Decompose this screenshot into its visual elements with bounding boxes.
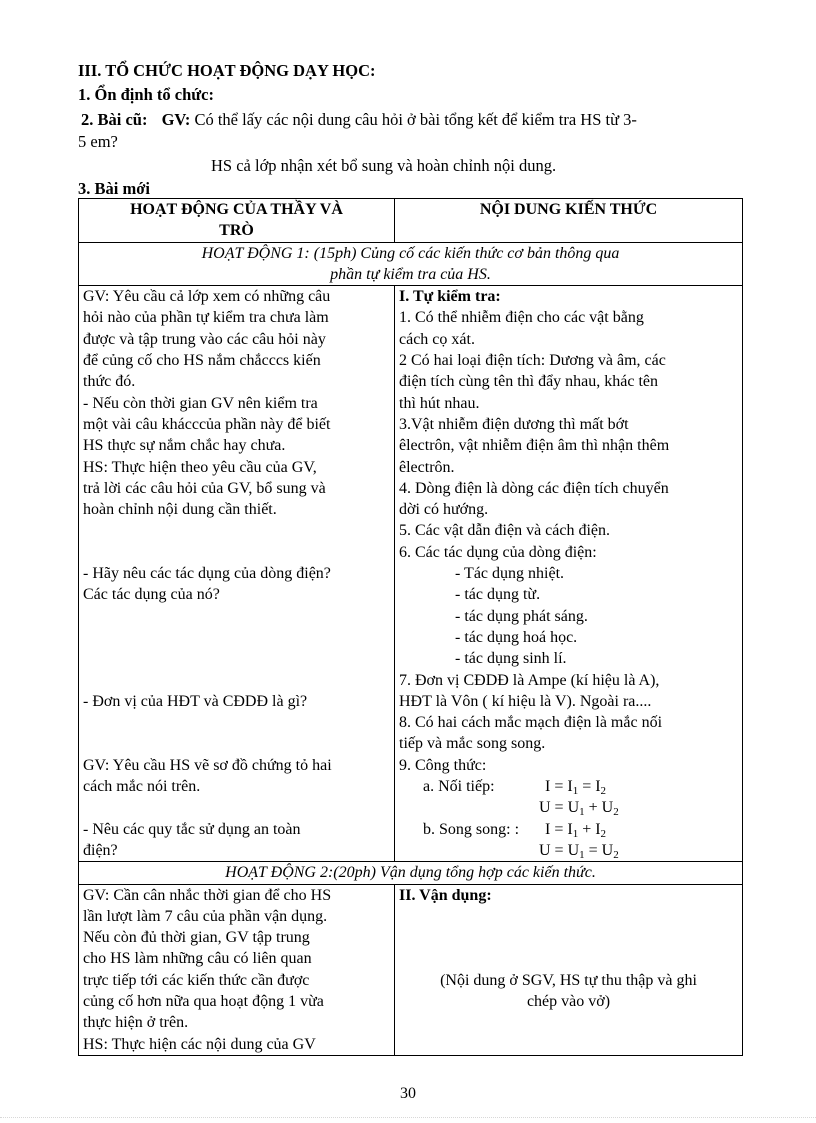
header-teacher-student-activity: HOẠT ĐỘNG CỦA THẦY VÀ TRÒ xyxy=(79,199,395,243)
activity-1-row xyxy=(79,242,743,286)
activity-2-title: HOẠT ĐỘNG 2:(20ph) Vận dụng tổng hợp các kiến thức. xyxy=(79,862,743,884)
formula-series-voltage: $U = U_1 + U_2$ xyxy=(539,799,619,819)
step-2-hs-line: HS cả lớp nhận xét bổ sung và hoàn chỉnh nội dung. xyxy=(211,156,557,175)
step-1-heading: 1. Ổn định tổ chức: xyxy=(78,85,214,104)
step-2-text: Có thể lấy các nội dung câu hỏi ở bài tổng kết để kiểm tra HS từ 3- xyxy=(194,110,637,129)
step-2-line xyxy=(81,109,637,130)
lesson-table xyxy=(78,198,743,1056)
activity-1-content-row xyxy=(79,286,743,862)
activity-2-knowledge-cell: II. Vận dụng: (Nội dung ở SGV, HS tự thu thập và ghi chép vào vở) xyxy=(395,884,743,1055)
activity-2-row xyxy=(79,862,743,884)
page-number: 30 xyxy=(400,1085,416,1102)
application-title: II. Vận dụng: xyxy=(399,886,492,904)
activity-2-content-row xyxy=(79,884,743,1055)
footer-divider xyxy=(0,1117,816,1118)
formula-parallel-voltage: $U = U_1 = U_2$ xyxy=(539,841,619,861)
activity-1-title: HOẠT ĐỘNG 1: (15ph) Củng cố các kiến thức cơ bản thông qua phần tự kiểm tra của HS. xyxy=(79,242,743,286)
effect-light: - tác dụng phát sáng. xyxy=(455,607,588,625)
effect-heat: - Tác dụng nhiệt. xyxy=(455,565,565,583)
header-knowledge-content: NỘI DUNG KIẾN THỨC xyxy=(395,199,743,243)
step-2-label: 2. Bài cũ: xyxy=(81,110,148,129)
self-check-title: I. Tự kiểm tra: xyxy=(399,288,501,306)
application-note: (Nội dung ở SGV, HS tự thu thập và ghi xyxy=(440,971,697,989)
effect-physiological: - tác dụng sinh lí. xyxy=(455,650,567,668)
activity-1-knowledge-cell: I. Tự kiểm tra: 1. Có thể nhiễm điện cho các vật bằng cách cọ xát. 2 Có hai loại điện tích: Dương và âm, các điện tích cùng tên thì đẩy nhau, khác tên thì hút nhau. 3.Vật nhiễm điện dương thì mất bớt êlectrôn, vật nhiễm điện âm thì nhận thêm êlectrôn. 4. Dòng điện là dòng các điện tích chuyển dời có hướng. 5. Các vật dẫn điện và cách điện. 6. Các tác dụng của dòng điện: - Tác dụng nhiệt. - tác dụng từ. - tác dụng phát sáng. - tác dụng hoá học. - tác dụng sinh lí. 7. Đơn vị CĐDĐ là Ampe (kí hiệu là A), HĐT là Vôn ( kí hiệu là V). Ngoài ra.... 8. Có hai cách mắc mạch điện là mắc nối tiếp và mắc song song. 9. Công thức: a. Nối tiếp: $I = I_1 = I_2$ $U = U_1 + U_2$ b. Song song: : $I = I_1 + I_2$ $U = U_1 = U_2$ xyxy=(395,286,743,862)
step-3-heading: 3. Bài mới xyxy=(78,179,150,198)
effect-magnetic: - tác dụng từ. xyxy=(455,586,541,604)
table-header-row xyxy=(79,199,743,243)
effect-chemical: - tác dụng hoá học. xyxy=(455,628,578,646)
section-title: III. TỔ CHỨC HOẠT ĐỘNG DẠY HỌC: xyxy=(78,61,376,80)
activity-1-teacher-student-cell: GV: Yêu cầu cả lớp xem có những câu hỏi nào của phần tự kiểm tra chưa làm được và tập trung vào các câu hỏi này để củng cố cho HS nắm chắcccs kiến thức đó. - Nếu còn thời gian GV nên kiểm tra một vài câu khácccủa phần này để biết HS thực sự nắm chắc hay chưa. HS: Thực hiện theo yêu cầu của GV, trả lời các câu hỏi của GV, bổ sung và hoàn chỉnh nội dung cần thiết. - Hãy nêu các tác dụng của dòng điện? Các tác dụng của nó? - Đơn vị của HĐT và CĐDĐ là gì? GV: Yêu cầu HS vẽ sơ đồ chứng tỏ hai cách mắc nói trên. - Nêu các quy tắc sử dụng an toàn điện? xyxy=(79,286,395,862)
formula-series-current: a. Nối tiếp: $I = I_1 = I_2$ xyxy=(423,778,607,798)
formula-parallel-current: b. Song song: : $I = I_1 + I_2$ xyxy=(423,820,607,840)
step-2-text-continued: 5 em? xyxy=(78,132,118,151)
step-2-gv-label: GV: xyxy=(161,110,191,129)
activity-2-teacher-student-cell: GV: Cần cân nhắc thời gian để cho HS lần lượt làm 7 câu của phần vận dụng. Nếu còn đủ thời gian, GV tập trung cho HS làm những câu có liên quan trực tiếp tới các kiến thức cần được củng cố hơn nữa qua hoạt động 1 vừa thực hiện ở trên. HS: Thực hiện các nội dung của GV xyxy=(79,884,395,1055)
